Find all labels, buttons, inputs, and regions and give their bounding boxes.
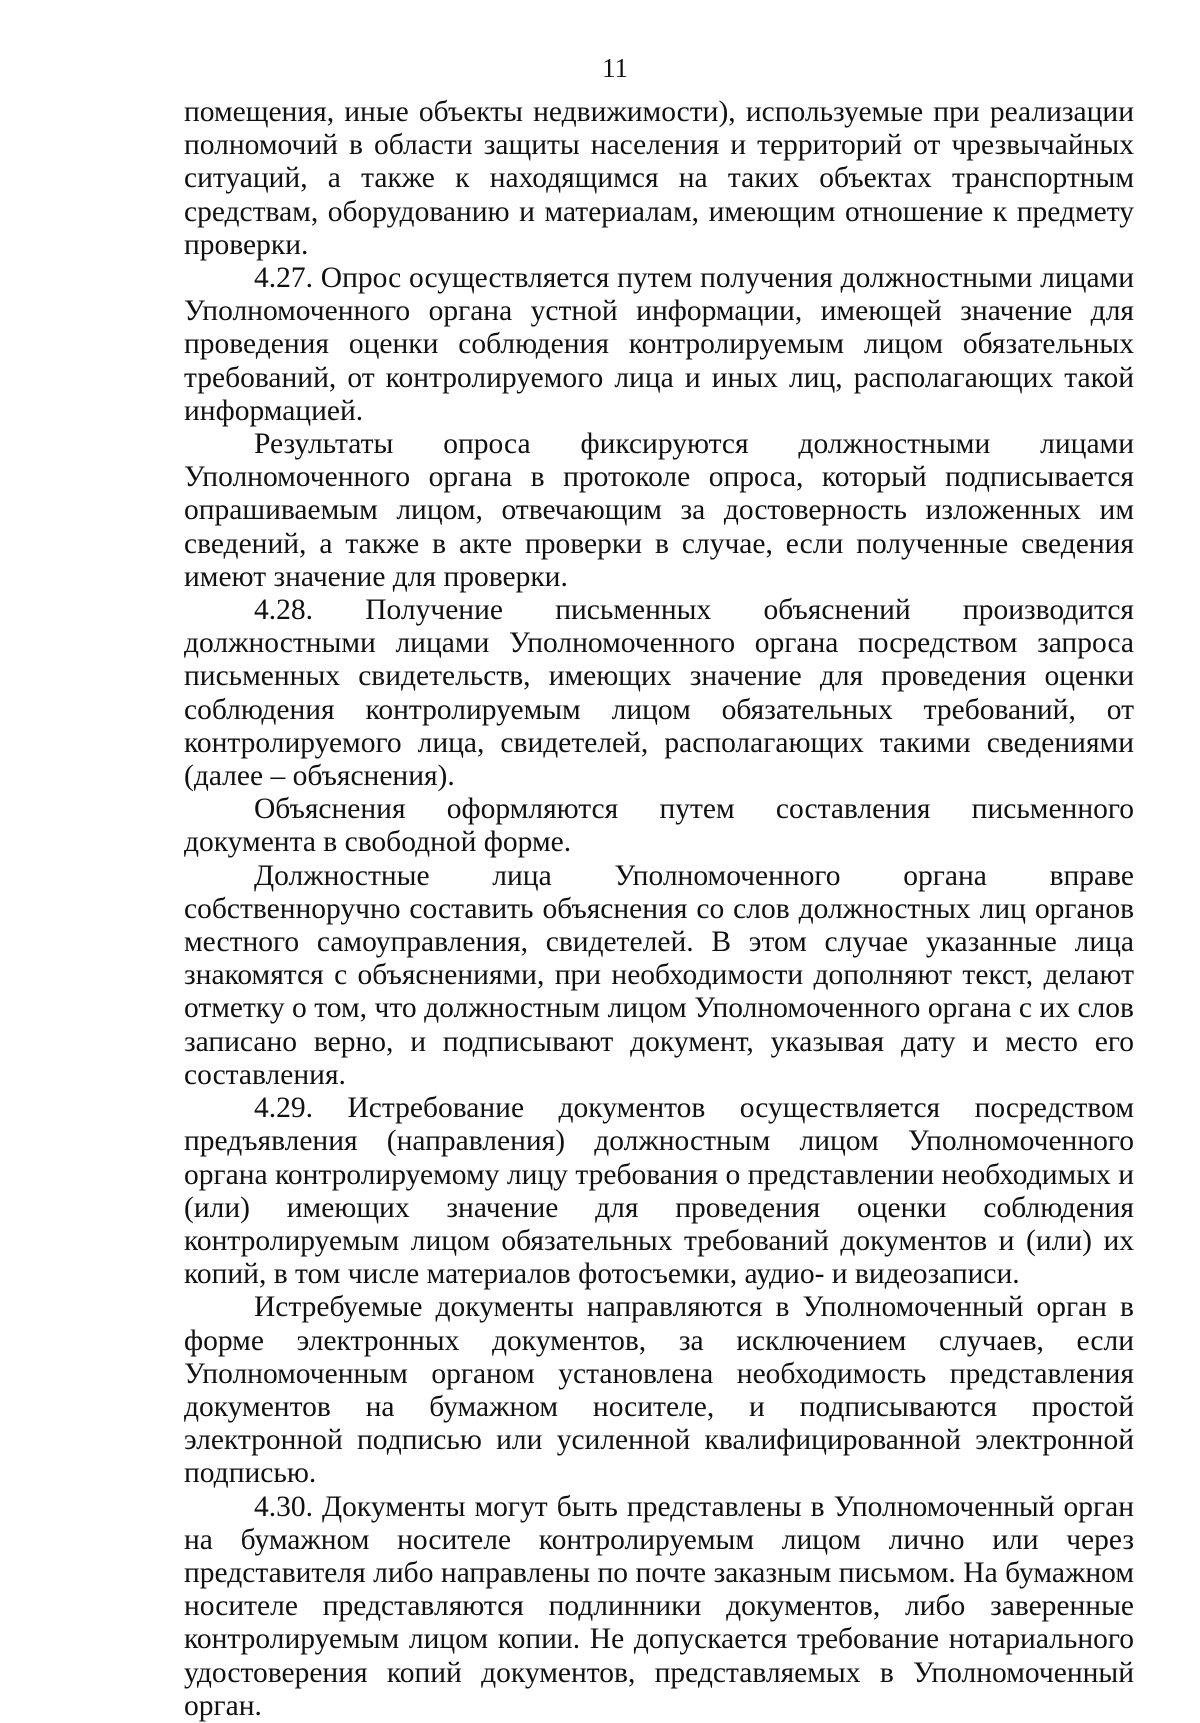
paragraph-4-28: 4.28. Получение письменных объяснений производится должностными лицами Уполномоченного органа посредством запроса письменных свидетельств, имеющих значение для проведения оценки соблюдения контролируемым лицом обязательных требований, от контролируемого лица, свидетелей, располагающих такими сведениями (далее – объяснения). (184, 594, 1134, 793)
paragraph-4-29: 4.29. Истребование документов осуществляется посредством предъявления (направления) должностным лицом Уполномоченного органа контролируемому лицу требования о представлении необходимых и (или) имеющих значение для проведения оценки соблюдения контролируемым лицом обязательных требований документов и (или) их копий, в том числе материалов фотосъемки, аудио- и видеозаписи. (184, 1092, 1134, 1291)
paragraph-officials-right: Должностные лица Уполномоченного органа вправе собственноручно составить объяснения со слов должностных лиц органов местного самоуправления, свидетелей. В этом случае указанные лица знакомятся с объяснениями, при необходимости дополняют текст, делают отметку о том, что должностным лицом Уполномоченного органа с их слов записано верно, и подписывают документ, указывая дату и место его составления. (184, 859, 1134, 1091)
paragraph-explanations-form: Объяснения оформляются путем составления письменного документа в свободной форме. (184, 793, 1134, 859)
paragraph-4-27: 4.27. Опрос осуществляется путем получения должностными лицами Уполномоченного органа устной информации, имеющей значение для проведения оценки соблюдения контролируемым лицом обязательных требований, от контролируемого лица и иных лиц, располагающих такой информацией. (184, 262, 1134, 427)
document-body (184, 96, 1134, 1723)
paragraph-4-30: 4.30. Документы могут быть представлены в Уполномоченный орган на бумажном носителе контролируемым лицом лично или через представителя либо направлены по почте заказным письмом. На бумажном носителе представляются подлинники документов, либо заверенные контролируемым лицом копии. Не допускается требование нотариального удостоверения копий документов, представляемых в Уполномоченный орган. (184, 1490, 1134, 1722)
paragraph-continuation: помещения, иные объекты недвижимости), используемые при реализации полномочий в области защиты населения и территорий от чрезвычайных ситуаций, а также к находящимся на таких объектах транспортным средствам, оборудованию и материалам, имеющим отношение к предмету проверки. (184, 96, 1134, 261)
paragraph-survey-results: Результаты опроса фиксируются должностными лицами Уполномоченного органа в протоколе опроса, который подписывается опрашиваемым лицом, отвечающим за достоверность изложенных им сведений, а также в акте проверки в случае, если полученные сведения имеют значение для проверки. (184, 428, 1134, 593)
paragraph-requested-documents: Истребуемые документы направляются в Уполномоченный орган в форме электронных документов, за исключением случаев, если Уполномоченным органом установлена необходимость представления документов на бумажном носителе, и подписываются простой электронной подписью или усиленной квалифицированной электронной подписью. (184, 1291, 1134, 1490)
page-number: 11 (602, 53, 628, 83)
